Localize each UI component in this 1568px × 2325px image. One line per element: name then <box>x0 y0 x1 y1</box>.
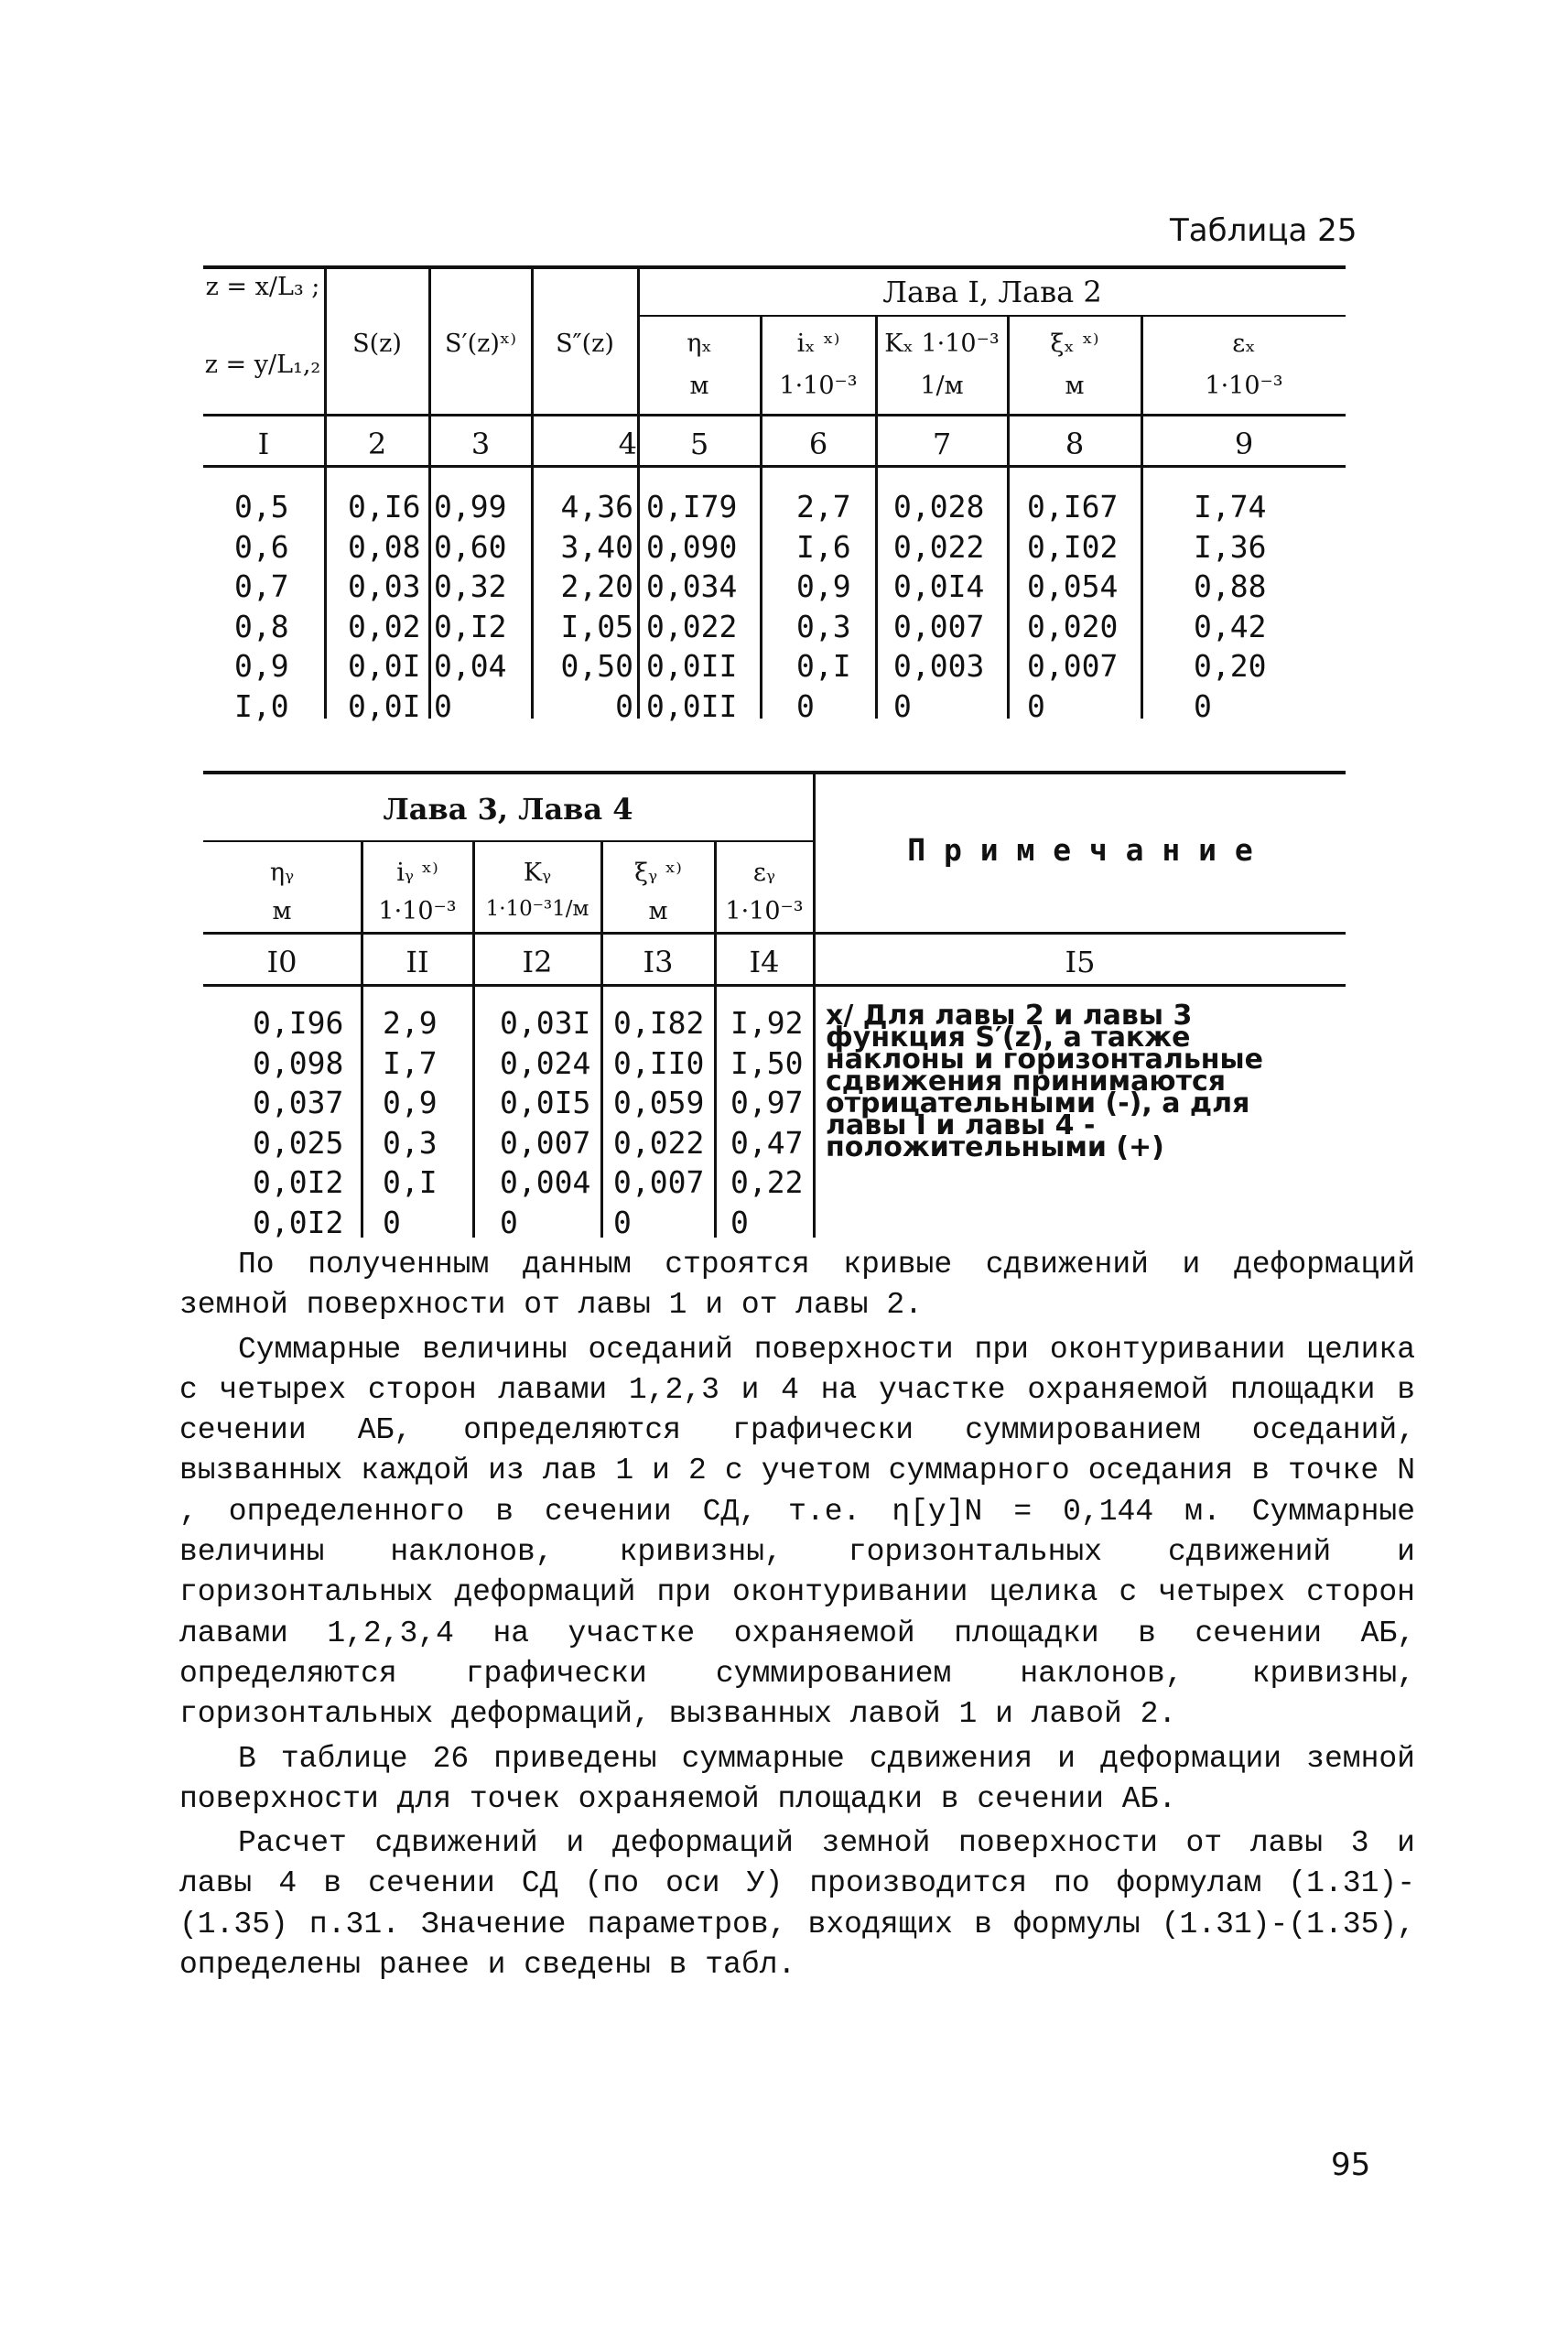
table-cell: 0,3 <box>383 1124 438 1161</box>
z-definition-y: z = y/L₁,₂ <box>204 351 321 379</box>
table-cell: 0,08 <box>348 528 421 565</box>
table-cell: 2,7 <box>796 489 851 524</box>
paragraph: В таблице 26 приведены суммарные сдвижения и деформации земной поверхности для точек охраняемой площадки в сечении АБ. <box>179 1741 1415 1816</box>
header-group-lava-3-4: Лава 3, Лава 4 <box>383 792 633 827</box>
z-definition-x: z = x/L₃ ; <box>205 273 320 301</box>
table-1-column-s-double-prime <box>542 487 633 726</box>
header-eta-x: ηₓ <box>687 330 712 358</box>
header-eta-y: ηᵧ <box>269 859 295 887</box>
table-1-col-number: 7 <box>932 427 952 461</box>
table-cell: 0,03 <box>348 568 421 604</box>
page-number: 95 <box>1331 2147 1371 2183</box>
table-cell: 0,9 <box>234 648 289 684</box>
table-cell: 0,5 <box>234 489 289 524</box>
header-i-y-unit: 1·10⁻³ <box>378 897 457 925</box>
header-eta-x-unit: м <box>689 372 709 400</box>
table-cell: 0 <box>796 687 815 724</box>
header-i-x-unit: 1·10⁻³ <box>779 372 858 400</box>
table-cell: 0,03I <box>500 1005 591 1041</box>
header-group-lava-1-2: Лава I, Лава 2 <box>882 275 1102 309</box>
table-cell: 3,40 <box>560 528 633 565</box>
header-eps-x-unit: 1·10⁻³ <box>1205 372 1283 400</box>
paragraph: Суммарные величины оседаний поверхности при оконтуривании целика с четырех сторон лавами 1,2,3 и 4 на участке охраняемой площадки в сечении АБ, определяются графически суммированием оседаний, вызванных каждой из лав 1 и 2 с учетом суммарного оседания в точке N , определенного в сечении СД, т.е. η[y]N = 0,144 м. Суммарные величины наклонов, кривизны, горизонтальных сдвижений и горизонтальных деформаций при оконтуривании целика с четырех сторон лавами 1,2,3,4 на участке охраняемой площадки в сечении АБ, определяются графически суммированием наклонов, кривизны, горизонтальных деформаций, вызванных лавой 1 и лавой 2. <box>179 1332 1415 1732</box>
table-cell: 0,97 <box>730 1085 804 1120</box>
table-cell: 0,22 <box>730 1164 804 1200</box>
table-1-col-number: 8 <box>1065 427 1085 461</box>
table-cell: 2,20 <box>560 568 633 604</box>
table-cell: 0,60 <box>434 528 507 565</box>
table-cell: 0,004 <box>500 1164 591 1200</box>
table-2-column-eta-y <box>253 1003 359 1242</box>
table-cell: 0,9 <box>383 1085 438 1120</box>
table-cell: 0,02 <box>348 608 421 644</box>
table-2-col-number: II <box>406 945 429 979</box>
table-cell: 0,9 <box>796 568 851 604</box>
table-1-column-z <box>234 487 322 726</box>
table-cell: I,36 <box>1194 528 1267 565</box>
table-cell: I,50 <box>730 1044 804 1081</box>
table-cell: 0,028 <box>893 489 985 524</box>
table-cell: I,7 <box>383 1044 438 1081</box>
table-1-column-s-prime <box>434 487 529 726</box>
header-eps-y-unit: 1·10⁻³ <box>725 897 804 925</box>
table-cell: 0,I67 <box>1027 489 1119 524</box>
table-1-numbers-rule <box>203 465 1346 468</box>
table-cell: 0,I2 <box>434 608 507 644</box>
header-xi-x-unit: м <box>1065 372 1085 400</box>
table-2-col-number: I5 <box>1065 945 1096 979</box>
table-2-col-number: I2 <box>522 945 553 979</box>
table-cell: 0,022 <box>893 528 985 565</box>
table-1-col-number: 3 <box>470 427 491 461</box>
header-xi-x: ξₓ ˣ⁾ <box>1050 330 1099 358</box>
header-k-y: Kᵧ <box>523 859 552 887</box>
table-1-column-i-x <box>796 487 873 726</box>
table-cell: 0,022 <box>613 1124 705 1161</box>
table-cell: 0,0I2 <box>253 1164 344 1200</box>
table-1-column-xi-x <box>1027 487 1139 726</box>
header-i-x: iₓ ˣ⁾ <box>796 330 840 358</box>
table-cell: 0,I79 <box>646 489 738 524</box>
paragraph: Расчет сдвижений и деформаций земной поверхности от лавы 3 и лавы 4 в сечении СД (по оси У) производится по формулам (1.31)-(1.35) п.31. Значение параметров, входящих в формулы (1.31)-(1.35), определены ранее и сведены в табл. <box>179 1826 1415 1983</box>
table-cell: 0,037 <box>253 1085 344 1120</box>
table-cell: 0,0I <box>348 687 421 724</box>
table-cell: 0 <box>730 1204 749 1240</box>
table-2-col-number: I4 <box>749 945 780 979</box>
table-cell: 0,II0 <box>613 1044 705 1081</box>
header-eps-x: εₓ <box>1232 330 1256 358</box>
header-k-y-unit: 1·10⁻³1/м <box>485 897 589 921</box>
header-i-y: iᵧ ˣ⁾ <box>396 859 438 887</box>
header-k-x-unit: 1/м <box>920 372 964 400</box>
header-s-double-prime: S″(z) <box>556 330 614 358</box>
table-cell: 0,88 <box>1194 568 1267 604</box>
table-2-footnote: х/ Для лавы 2 и лавы 3 функция S′(z), а также наклоны и горизонтальные сдвижения принимаются отрицательными (-), а для лавы I и лавы 4 - положительными (+) <box>826 1000 1264 1163</box>
table-1-column-k-x <box>893 487 1005 726</box>
table-cell: 0,0I2 <box>253 1204 344 1240</box>
table-cell: 0 <box>434 687 452 724</box>
table-cell: 0,0II <box>646 687 738 724</box>
table-cell: 0,054 <box>1027 568 1119 604</box>
table-cell: 0,034 <box>646 568 738 604</box>
table-cell: 0,020 <box>1027 608 1119 644</box>
header-note-title: П р и м е ч а н и е <box>907 832 1253 868</box>
table-caption: Таблица 25 <box>1170 212 1357 249</box>
table-cell: I,92 <box>730 1005 804 1041</box>
table-cell: I,74 <box>1194 489 1267 524</box>
header-xi-y-unit: м <box>648 897 668 925</box>
table-cell: 0,022 <box>646 608 738 644</box>
table-1-group-rule <box>639 315 1346 317</box>
table-cell: 0,7 <box>234 568 289 604</box>
table-2-column-xi-y <box>613 1003 712 1242</box>
table-cell: 0,I6 <box>348 489 421 524</box>
table-cell: 0,I82 <box>613 1005 705 1041</box>
header-s: S(z) <box>352 330 402 358</box>
table-cell: 0,0I5 <box>500 1085 591 1120</box>
table-cell: 0,0I4 <box>893 568 985 604</box>
table-1-column-s <box>348 487 427 726</box>
table-cell: 0,3 <box>796 608 851 644</box>
table-1-col-number: 2 <box>367 427 387 461</box>
paragraph: По полученным данным строятся кривые сдвижений и деформаций земной поверхности от лавы 1 и от лавы 2. <box>179 1248 1415 1323</box>
table-cell: 0,090 <box>646 528 738 565</box>
table-1-col-number: 5 <box>689 427 709 461</box>
table-cell: I,05 <box>560 608 633 644</box>
table-2-numbers-rule <box>203 984 1346 987</box>
table-cell: 0,50 <box>560 648 633 684</box>
table-cell: 0 <box>1027 687 1045 724</box>
table-cell: 0,059 <box>613 1085 705 1120</box>
table-1-col-number: I <box>257 427 270 461</box>
header-xi-y: ξᵧ ˣ⁾ <box>634 859 682 887</box>
table-1-col-number: 4 <box>618 427 637 461</box>
table-cell: 4,36 <box>560 489 633 524</box>
table-1-column-eta-x <box>646 487 758 726</box>
table-cell: 0,04 <box>434 648 507 684</box>
table-1-column-eps-x <box>1194 487 1303 726</box>
table-cell: 0,6 <box>234 528 289 565</box>
table-2-col-number: I0 <box>266 945 297 979</box>
table-cell: 0,42 <box>1194 608 1267 644</box>
table-cell: 0,47 <box>730 1124 804 1161</box>
table-2-column-i-y <box>383 1003 470 1242</box>
table-cell: 0 <box>500 1204 518 1240</box>
header-eta-y-unit: м <box>272 897 292 925</box>
table-cell: 2,9 <box>383 1005 438 1041</box>
table-1-header-rule <box>203 414 1346 416</box>
table-cell: 0 <box>1194 687 1212 724</box>
table-cell: 0 <box>893 687 912 724</box>
table-cell: 0,007 <box>893 608 985 644</box>
table-cell: 0 <box>615 687 633 724</box>
table-cell: 0,32 <box>434 568 507 604</box>
table-cell: 0,I <box>796 648 851 684</box>
table-cell: 0,007 <box>613 1164 705 1200</box>
table-cell: 0,003 <box>893 648 985 684</box>
table-1-col-number: 9 <box>1234 427 1254 461</box>
table-cell: I,6 <box>796 528 851 565</box>
table-cell: 0,025 <box>253 1124 344 1161</box>
table-cell: 0,8 <box>234 608 289 644</box>
header-s-prime: S′(z)ˣ⁾ <box>445 330 516 358</box>
table-cell: 0,0I <box>348 648 421 684</box>
table-cell: 0,I <box>383 1164 438 1200</box>
table-cell: I,0 <box>234 687 289 724</box>
header-eps-y: εᵧ <box>752 859 776 887</box>
table-1-top-rule <box>203 265 1346 269</box>
table-2-header-rule <box>203 932 1346 935</box>
table-cell: 0,0II <box>646 648 738 684</box>
table-cell: 0,99 <box>434 489 507 524</box>
table-cell: 0,007 <box>1027 648 1119 684</box>
table-cell: 0,I96 <box>253 1005 344 1041</box>
body-text <box>179 1245 1415 1985</box>
header-k-x: Kₓ 1·10⁻³ <box>884 330 1000 358</box>
table-cell: 0,I02 <box>1027 528 1119 565</box>
table-cell: 0,098 <box>253 1044 344 1081</box>
table-cell: 0,20 <box>1194 648 1267 684</box>
table-1-col-number: 6 <box>808 427 828 461</box>
table-cell: 0 <box>613 1204 632 1240</box>
table-cell: 0 <box>383 1204 401 1240</box>
table-cell: 0,007 <box>500 1124 591 1161</box>
table-2-column-eps-y <box>730 1003 811 1242</box>
table-2-col-number: I3 <box>643 945 674 979</box>
table-2-column-k-y <box>500 1003 599 1242</box>
table-2-group-rule <box>203 840 813 842</box>
table-cell: 0,024 <box>500 1044 591 1081</box>
table-2-top-rule <box>203 771 1346 774</box>
